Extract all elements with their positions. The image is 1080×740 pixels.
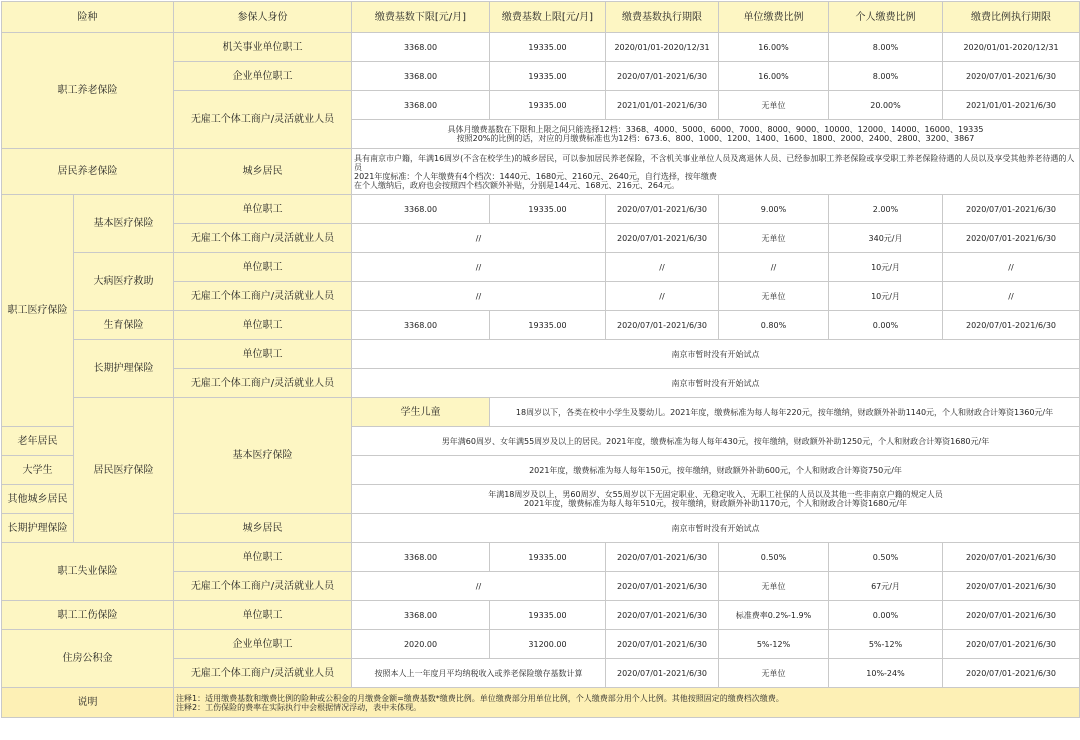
desc-line: 2021年度，缴费标准为每人每年510元，按年缴纳，财政额外补助1170元，个人和财政合计筹资1680元/年 bbox=[523, 499, 908, 508]
table-row bbox=[2, 340, 1080, 369]
rate-period-cell: // bbox=[943, 282, 1080, 311]
period-cell: 2020/07/01-2021/6/30 bbox=[606, 630, 719, 659]
role-cell: 单位职工 bbox=[174, 340, 352, 369]
desc-line: 在个人缴纳后，政府也会按照四个档次额外补贴，分别是144元、168元、216元、264元。 bbox=[354, 180, 680, 190]
unit-rate-cell: 无单位 bbox=[719, 572, 829, 601]
unit-rate-cell: 0.80% bbox=[719, 311, 829, 340]
base-min-cell: 3368.00 bbox=[352, 311, 490, 340]
role-cell: 无雇工个体工商户/灵活就业人员 bbox=[174, 659, 352, 688]
table-row bbox=[2, 253, 1080, 282]
base-min-cell: 3368.00 bbox=[352, 543, 490, 572]
not-piloted-cell: 南京市暂时没有开始试点 bbox=[352, 369, 1080, 398]
flex-note-line2: 按照20%的比例的话，对应的月缴费标准也为12档：673.6、800、1000、1200、1400、1600、1800、2000、2400、2800、3200、3867 bbox=[456, 134, 975, 143]
role-cell: 单位职工 bbox=[174, 601, 352, 630]
personal-rate-cell: 8.00% bbox=[829, 62, 943, 91]
flex-base-note bbox=[352, 120, 1080, 149]
role-cell: 单位职工 bbox=[174, 195, 352, 224]
rate-period-cell: 2020/07/01-2021/6/30 bbox=[943, 601, 1080, 630]
rate-period-cell: 2020/07/01-2021/6/30 bbox=[943, 195, 1080, 224]
notes-content bbox=[174, 688, 1080, 718]
period-cell: 2020/07/01-2021/6/30 bbox=[606, 62, 719, 91]
unit-rate-cell: 无单位 bbox=[719, 91, 829, 120]
base-cell: // bbox=[352, 253, 606, 282]
unit-rate-cell: 无单位 bbox=[719, 659, 829, 688]
base-max-cell: 19335.00 bbox=[490, 195, 606, 224]
unit-rate-cell: 无单位 bbox=[719, 282, 829, 311]
resident-pension-category: 居民养老保险 bbox=[2, 149, 174, 195]
role-cell: 单位职工 bbox=[174, 311, 352, 340]
table-row bbox=[2, 311, 1080, 340]
role-cell: 无雇工个体工商户/灵活就业人员 bbox=[174, 91, 352, 149]
period-cell: 2020/07/01-2021/6/30 bbox=[606, 195, 719, 224]
not-piloted-cell: 南京市暂时没有开始试点 bbox=[352, 514, 1080, 543]
resident-pension-description bbox=[352, 149, 1080, 195]
description-cell: 2021年度，缴费标准为每人每年150元，按年缴纳，财政额外补助600元，个人和财政合计筹资750元/年 bbox=[352, 456, 1080, 485]
unemployment-category: 职工失业保险 bbox=[2, 543, 174, 601]
base-min-cell: 3368.00 bbox=[352, 91, 490, 120]
header-base-period: 缴费基数执行期限 bbox=[606, 2, 719, 33]
period-cell: 2020/07/01-2021/6/30 bbox=[606, 224, 719, 253]
resident-ltc-subcategory: 长期护理保险 bbox=[2, 514, 74, 543]
base-min-cell: 2020.00 bbox=[352, 630, 490, 659]
base-max-cell: 19335.00 bbox=[490, 311, 606, 340]
note-line: 注释2：工伤保险的费率在实际执行中会根据情况浮动，表中未体现。 bbox=[176, 702, 422, 712]
rate-period-cell: 2020/07/01-2021/6/30 bbox=[943, 659, 1080, 688]
personal-rate-cell: 10元/月 bbox=[829, 253, 943, 282]
base-max-cell: 19335.00 bbox=[490, 543, 606, 572]
rate-period-cell: 2020/07/01-2021/6/30 bbox=[943, 311, 1080, 340]
personal-rate-cell: 67元/月 bbox=[829, 572, 943, 601]
medical-category: 职工医疗保险 bbox=[2, 195, 74, 427]
table-row bbox=[2, 630, 1080, 659]
unit-rate-cell: 16.00% bbox=[719, 62, 829, 91]
header-insured-role: 参保人身份 bbox=[174, 2, 352, 33]
period-cell: // bbox=[606, 253, 719, 282]
base-min-cell: 3368.00 bbox=[352, 601, 490, 630]
role-cell: 单位职工 bbox=[174, 253, 352, 282]
role-cell: 城乡居民 bbox=[174, 514, 352, 543]
role-cell: 机关事业单位职工 bbox=[174, 33, 352, 62]
role-cell: 企业单位职工 bbox=[174, 630, 352, 659]
period-cell: 2020/07/01-2021/6/30 bbox=[606, 601, 719, 630]
personal-rate-cell: 8.00% bbox=[829, 33, 943, 62]
role-cell: 企业单位职工 bbox=[174, 62, 352, 91]
base-min-cell: 3368.00 bbox=[352, 33, 490, 62]
table-row bbox=[2, 601, 1080, 630]
description-cell: 18周岁以下，各类在校中小学生及婴幼儿。2021年度，缴费标准为每人每年220元，按年缴纳，财政额外补助1140元，个人和财政合计筹资1360元/年 bbox=[490, 398, 1080, 427]
table-row bbox=[2, 543, 1080, 572]
desc-line: 具有南京市户籍，年满16周岁(不含在校学生)的城乡居民，可以参加居民养老保险，不含机关事业单位人员及离退休人员、已经参加职工养老保险或享受职工养老保险待遇的人员以及享受其他养老待遇的人员 bbox=[354, 153, 1075, 172]
unit-rate-cell: 标准费率0.2%-1.9% bbox=[719, 601, 829, 630]
header-insurance-type: 险种 bbox=[2, 2, 174, 33]
personal-rate-cell: 10元/月 bbox=[829, 282, 943, 311]
base-max-cell: 19335.00 bbox=[490, 91, 606, 120]
personal-rate-cell: 5%-12% bbox=[829, 630, 943, 659]
unit-rate-cell: // bbox=[719, 253, 829, 282]
not-piloted-cell: 南京市暂时没有开始试点 bbox=[352, 340, 1080, 369]
role-cell: 无雇工个体工商户/灵活就业人员 bbox=[174, 224, 352, 253]
base-max-cell: 19335.00 bbox=[490, 62, 606, 91]
unit-rate-cell: 无单位 bbox=[719, 224, 829, 253]
base-cell: // bbox=[352, 572, 606, 601]
pension-category: 职工养老保险 bbox=[2, 33, 174, 149]
unit-rate-cell: 16.00% bbox=[719, 33, 829, 62]
header-row bbox=[2, 2, 1080, 33]
desc-line: 年满18周岁及以上，男60周岁、女55周岁以下无固定职业、无稳定收入、无职工社保的人员以及其他一些非南京户籍的规定人员 bbox=[488, 490, 943, 499]
header-personal-rate: 个人缴费比例 bbox=[829, 2, 943, 33]
ltc-subcategory: 长期护理保险 bbox=[74, 340, 174, 398]
personal-rate-cell: 340元/月 bbox=[829, 224, 943, 253]
role-cell: 单位职工 bbox=[174, 543, 352, 572]
rate-period-cell: 2020/07/01-2021/6/30 bbox=[943, 630, 1080, 659]
rate-period-cell: 2020/07/01-2021/6/30 bbox=[943, 224, 1080, 253]
notes-label: 说明 bbox=[2, 688, 174, 718]
table-row bbox=[2, 149, 1080, 195]
role-cell: 大学生 bbox=[2, 456, 74, 485]
rate-period-cell: 2020/01/01-2020/12/31 bbox=[943, 33, 1080, 62]
rate-period-cell: 2020/07/01-2021/6/30 bbox=[943, 572, 1080, 601]
role-cell: 无雇工个体工商户/灵活就业人员 bbox=[174, 572, 352, 601]
flex-note-line1: 具体月缴费基数在下限和上限之间只能选择12档：3368、4000、5000、6000、7000、8000、9000、10000、12000、14000、16000、19335 bbox=[447, 125, 984, 134]
personal-rate-cell: 10%-24% bbox=[829, 659, 943, 688]
rate-period-cell: 2020/07/01-2021/6/30 bbox=[943, 543, 1080, 572]
maternity-subcategory: 生育保险 bbox=[74, 311, 174, 340]
insurance-table bbox=[1, 1, 1080, 718]
base-cell: // bbox=[352, 282, 606, 311]
personal-rate-cell: 2.00% bbox=[829, 195, 943, 224]
description-cell: 男年满60周岁、女年满55周岁及以上的居民。2021年度，缴费标准为每人每年430元，按年缴纳，财政额外补助1250元，个人和财政合计筹资1680元/年 bbox=[352, 427, 1080, 456]
period-cell: 2020/01/01-2020/12/31 bbox=[606, 33, 719, 62]
period-cell: 2020/07/01-2021/6/30 bbox=[606, 659, 719, 688]
base-min-cell: 3368.00 bbox=[352, 62, 490, 91]
role-cell: 城乡居民 bbox=[174, 149, 352, 195]
period-cell: 2020/07/01-2021/6/30 bbox=[606, 572, 719, 601]
period-cell: // bbox=[606, 282, 719, 311]
period-cell: 2020/07/01-2021/6/30 bbox=[606, 543, 719, 572]
base-cell: // bbox=[352, 224, 606, 253]
header-unit-rate: 单位缴费比例 bbox=[719, 2, 829, 33]
resident-basic-medical-subcategory: 基本医疗保险 bbox=[174, 398, 352, 514]
role-cell: 无雇工个体工商户/灵活就业人员 bbox=[174, 369, 352, 398]
injury-category: 职工工伤保险 bbox=[2, 601, 174, 630]
period-cell: 2020/07/01-2021/6/30 bbox=[606, 311, 719, 340]
base-max-cell: 19335.00 bbox=[490, 601, 606, 630]
base-max-cell: 19335.00 bbox=[490, 33, 606, 62]
role-cell: 老年居民 bbox=[2, 427, 74, 456]
personal-rate-cell: 0.50% bbox=[829, 543, 943, 572]
role-cell: 无雇工个体工商户/灵活就业人员 bbox=[174, 282, 352, 311]
header-rate-period: 缴费比例执行期限 bbox=[943, 2, 1080, 33]
notes-row bbox=[2, 688, 1080, 718]
note-line: 注释1：适用缴费基数和缴费比例的险种或公积金的月缴费金额=缴费基数*缴费比例。单位缴费部分用单位比例，个人缴费部分用个人比例。其他按照固定的缴费档次缴费。 bbox=[176, 693, 784, 703]
unit-rate-cell: 0.50% bbox=[719, 543, 829, 572]
header-base-max: 缴费基数上限[元/月] bbox=[490, 2, 606, 33]
personal-rate-cell: 0.00% bbox=[829, 311, 943, 340]
base-cell: 按照本人上一年度月平均纳税收入或养老保险缴存基数计算 bbox=[352, 659, 606, 688]
description-cell bbox=[352, 485, 1080, 514]
rate-period-cell: // bbox=[943, 253, 1080, 282]
resident-medical-category: 居民医疗保险 bbox=[74, 398, 174, 543]
table-row bbox=[2, 195, 1080, 224]
role-cell: 学生儿童 bbox=[352, 398, 490, 427]
personal-rate-cell: 0.00% bbox=[829, 601, 943, 630]
header-base-min: 缴费基数下限[元/月] bbox=[352, 2, 490, 33]
desc-line: 2021年度标准：个人年缴费有4个档次：1440元、1680元、2160元、2640元，自行选择，按年缴费 bbox=[354, 171, 717, 181]
basic-medical-subcategory: 基本医疗保险 bbox=[74, 195, 174, 253]
table-row bbox=[2, 398, 1080, 427]
unit-rate-cell: 9.00% bbox=[719, 195, 829, 224]
personal-rate-cell: 20.00% bbox=[829, 91, 943, 120]
rate-period-cell: 2021/01/01-2021/6/30 bbox=[943, 91, 1080, 120]
base-max-cell: 31200.00 bbox=[490, 630, 606, 659]
base-min-cell: 3368.00 bbox=[352, 195, 490, 224]
period-cell: 2021/01/01-2021/6/30 bbox=[606, 91, 719, 120]
role-cell: 其他城乡居民 bbox=[2, 485, 74, 514]
table-row bbox=[2, 33, 1080, 62]
housing-fund-category: 住房公积金 bbox=[2, 630, 174, 688]
serious-illness-subcategory: 大病医疗救助 bbox=[74, 253, 174, 311]
rate-period-cell: 2020/07/01-2021/6/30 bbox=[943, 62, 1080, 91]
unit-rate-cell: 5%-12% bbox=[719, 630, 829, 659]
